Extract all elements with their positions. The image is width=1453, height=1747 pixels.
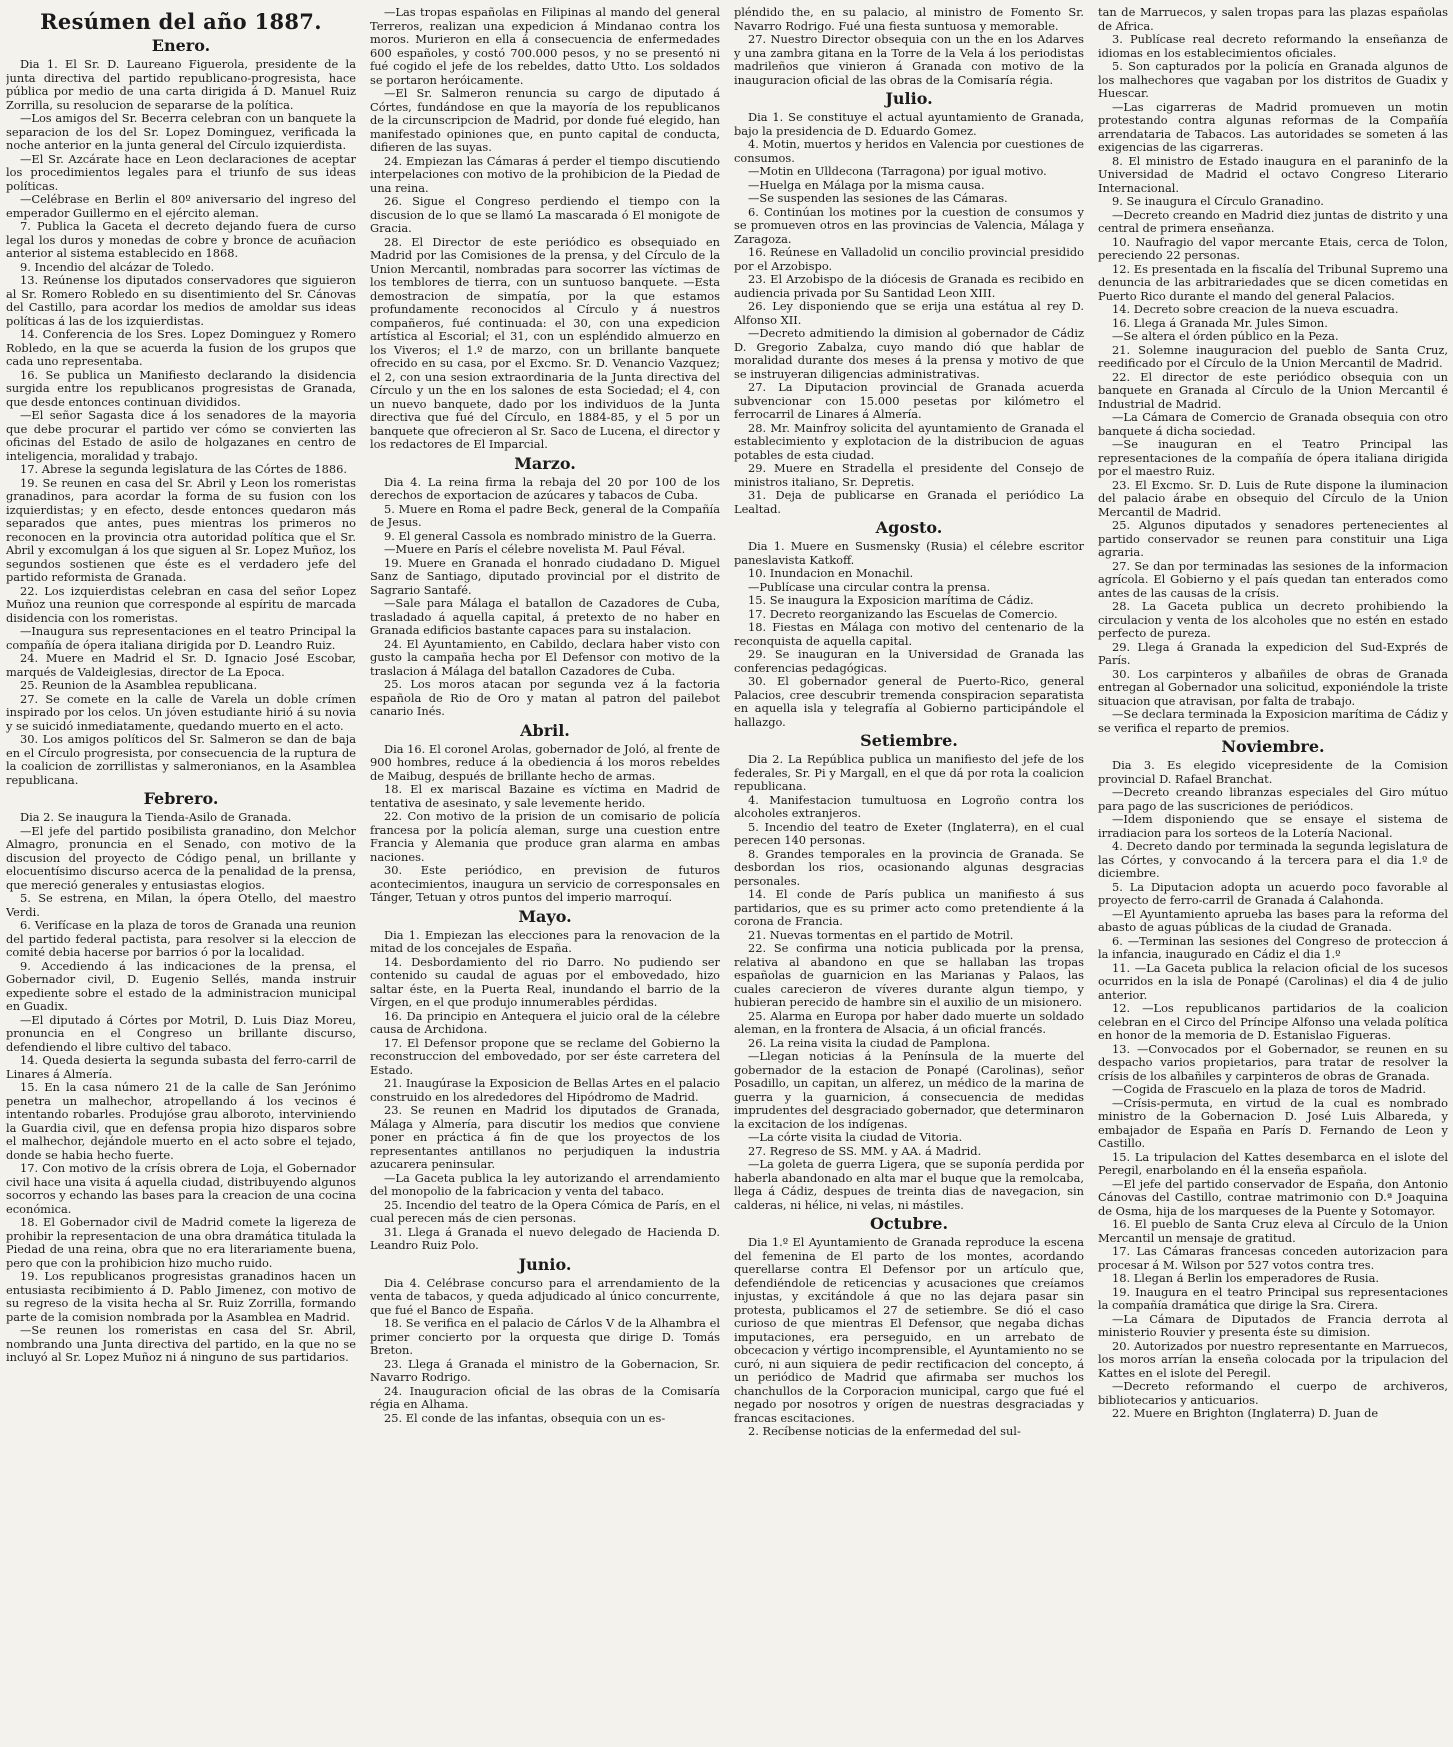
column-1 bbox=[6, 6, 356, 1747]
chronicle-entry: 5. Son capturados por la policía en Granada algunos de los malhechores que vagaban por los distritos de Guadix y Huescar. bbox=[1098, 59, 1448, 100]
chronicle-entry: 27. Se comete en la calle de Varela un doble crímen inspirado por los celos. Un jóven estudiante hirió á su novia y se suicidó inmediatamente, quedando muerto en el acto. bbox=[6, 691, 356, 733]
chronicle-entry: 30. Los carpinteros y albañiles de obras de Granada entregan al Gobernador una solicitud, exponiéndole la triste situacion que atravisan, por falta de trabajo. bbox=[1098, 666, 1448, 708]
chronicle-entry: 27. Se dan por terminadas las sesiones de la informacion agrícola. El Gobierno y el país quedan tan enterados como antes de las causas de la crísis. bbox=[1098, 558, 1448, 600]
column-2 bbox=[370, 6, 720, 1747]
chronicle-entry: —Cogida de Frascuelo en la plaza de toros de Madrid. bbox=[1112, 1082, 1426, 1096]
chronicle-entry: 24. Inauguracion oficial de las obras de la Comisaría régia en Alhama. bbox=[370, 1383, 720, 1411]
chronicle-entry: 14. Desbordamiento del rio Darro. No pudiendo ser contenido su caudal de aguas por el embovedado, hizo saltar éste, en la Puerta Real, inundando el barrio de la Vírgen, en el que produjo innumerables pérdidas. bbox=[370, 954, 720, 1009]
chronicle-entry: 16. El pueblo de Santa Cruz eleva al Círculo de la Union Mercantil un mensaje de gratitud. bbox=[1098, 1217, 1448, 1245]
month-heading: Agosto. bbox=[875, 518, 943, 537]
chronicle-entry: —La Gaceta publica la ley autorizando el arrendamiento del monopolio de la fabricacion y venta del tabaco. bbox=[370, 1170, 720, 1198]
chronicle-entry: 15. La tripulacion del Kattes desembarca en el islote del Peregil, enarbolando en él la enseña española. bbox=[1098, 1149, 1448, 1177]
chronicle-entry: 17. Con motivo de la crísis obrera de Loja, el Gobernador civil hace una visita á aquella ciudad, distribuyendo algunos socorros y echando las bases para la creacion de una cocina económica. bbox=[6, 1161, 356, 1216]
chronicle-entry: 9. Accediendo á las indicaciones de la prensa, el Gobernador civil, D. Eugenio Sellés, manda instruir expediente sobre el estado de la administracion municipal en Guadix. bbox=[6, 958, 356, 1013]
chronicle-entry: Dia 4. Celébrase concurso para el arrendamiento de la venta de tabacos, y queda adjudicado al único concurrente, que fué el Banco de España. bbox=[370, 1275, 720, 1317]
chronicle-entry: —Idem disponiendo que se ensaye el sistema de irradiacion para los sorteos de la Lotería Nacional. bbox=[1098, 812, 1448, 840]
chronicle-entry: —La córte visita la ciudad de Vitoria. bbox=[748, 1130, 963, 1144]
chronicle-entry: 9. Incendio del alcázar de Toledo. bbox=[20, 259, 215, 274]
chronicle-entry: Dia 3. Es elegido vicepresidente de la Comision provincial D. Rafael Branchat. bbox=[1098, 758, 1448, 786]
chronicle-entry: —Se reunen los romeristas en casa del Sr. Abril, nombrando una Junta directiva del partido, en la que no se incluyó al Sr. Lopez Muñoz ni á ninguno de sus partidarios. bbox=[6, 1323, 356, 1364]
chronicle-entry: 31. Deja de publicarse en Granada el periódico La Lealtad. bbox=[734, 488, 1084, 516]
chronicle-entry: 25. Reunion de la Asamblea republicana. bbox=[20, 678, 257, 692]
chronicle-entry: 25. Incendio del teatro de la Opera Cómica de París, en el cual perecen más de cien personas. bbox=[370, 1197, 720, 1225]
chronicle-entry: 16. Se publica un Manifiesto declarando la disidencia surgida entre los republicanos progresistas de Granada, que desde entonces continuan divididos. bbox=[6, 367, 356, 409]
chronicle-entry: 17. Decreto reorganizando las Escuelas de Comercio. bbox=[748, 606, 1058, 621]
month-heading: Noviembre. bbox=[1221, 737, 1325, 756]
chronicle-entry: 5. La Diputacion adopta un acuerdo poco favorable al proyecto de ferro-carril de Granada á Calahonda. bbox=[1098, 879, 1448, 907]
chronicle-entry: —Se inauguran en el Teatro Principal las representaciones de la compañía de ópera italiana dirigida por el maestro Ruiz. bbox=[1098, 437, 1448, 478]
chronicle-entry: 22. El director de este periódico obsequia con un banquete en Granada al Círculo de la Union Mercantil é Industrial de Madrid. bbox=[1098, 369, 1448, 411]
chronicle-entry: —Crísis-permuta, en virtud de la cual es nombrado ministro de la Gobernacion D. José Luis Albareda, y embajador de España en París D. Fernando de Leon y Castillo. bbox=[1098, 1095, 1448, 1150]
chronicle-entry: 18. El ex mariscal Bazaine es víctima en Madrid de tentativa de asesinato, y sale levemente herido. bbox=[370, 782, 720, 810]
chronicle-entry: 29. Se inauguran en la Universidad de Granada las conferencias pedagógicas. bbox=[734, 647, 1084, 675]
chronicle-entry: pléndido the, en su palacio, al ministro de Fomento Sr. Navarro Rodrigo. Fué una fiesta suntuosa y memorable. bbox=[734, 6, 1084, 33]
chronicle-entry: —Sale para Málaga el batallon de Cazadores de Cuba, trasladado á aquella capital, á pretexto de no haber en Granada edificios bastante capaces para su instalacion. bbox=[370, 596, 720, 637]
month-heading: Julio. bbox=[885, 89, 933, 108]
chronicle-entry: —Decreto reformando el cuerpo de archiveros, bibliotecarios y anticuarios. bbox=[1098, 1379, 1448, 1407]
chronicle-entry: 26. Ley disponiendo que se erija una estátua al rey D. Alfonso XII. bbox=[734, 299, 1084, 327]
chronicle-entry: 11. —La Gaceta publica la relacion oficial de los sucesos ocurridos en la isla de Ponapé (Carolinas) el dia 4 de julio anterior. bbox=[1098, 960, 1448, 1002]
chronicle-entry: Dia 1. Empiezan las elecciones para la renovacion de la mitad de los concejales de España. bbox=[370, 927, 720, 955]
chronicle-entry: 12. —Los republicanos partidarios de la coalicion celebran en el Circo del Príncipe Alfonso una velada política en honor de la memoria de D. Estanislao Figueras. bbox=[1098, 1001, 1448, 1042]
chronicle-entry: 31. Llega á Granada el nuevo delegado de Hacienda D. Leandro Ruiz Polo. bbox=[370, 1224, 720, 1252]
chronicle-entry: 26. Sigue el Congreso perdiendo el tiempo con la discusion de lo que se llamó La mascarada ó El monigote de Gracia. bbox=[370, 194, 720, 235]
chronicle-entry: Dia 4. La reina firma la rebaja del 20 por 100 de los derechos de exportacion de azúcares y tabacos de Cuba. bbox=[370, 474, 720, 502]
chronicle-entry: 22. Con motivo de la prision de un comisario de policía francesa por la policía aleman, surge una cuestion entre Francia y Alemania que produce gran alarma en ambas naciones. bbox=[370, 809, 720, 864]
chronicle-entry: 18. Llegan á Berlin los emperadores de Rusia. bbox=[1112, 1271, 1379, 1285]
chronicle-entry: —Se altera el órden público en la Peza. bbox=[1112, 329, 1339, 343]
chronicle-entry: 10. Naufragio del vapor mercante Etais, cerca de Tolon, pereciendo 22 personas. bbox=[1098, 234, 1448, 262]
chronicle-entry: 6. Verifícase en la plaza de toros de Granada una reunion del partido federal pactista, para resolver si la eleccion de comité debia hacerse por barrios ó por la localidad. bbox=[6, 918, 356, 959]
chronicle-entry: 30. Los amigos políticos del Sr. Salmeron se dan de baja en el Círculo progresista, por consecuencia de la ruptura de la coalicion de zorrillistas y salmeronianos, en la Asamblea republicana. bbox=[6, 732, 356, 787]
chronicle-entry: 13. Reúnense los diputados conservadores que siguieron al Sr. Romero Robledo en su disentimiento del Sr. Cánovas del Castillo, para acordar los medios de amoldar sus ideas políticas á las de los izquierdistas. bbox=[6, 273, 356, 328]
chronicle-entry: 29. Llega á Granada la expedicion del Sud-Exprés de París. bbox=[1098, 639, 1448, 667]
chronicle-entry: 23. Llega á Granada el ministro de la Gobernacion, Sr. Navarro Rodrigo. bbox=[370, 1356, 720, 1384]
chronicle-entry: 13. —Convocados por el Gobernador, se reunen en su despacho varios propietarios, para tratar de resolver la crísis de los albañiles y carpinteros de obras de Granada. bbox=[1098, 1041, 1448, 1083]
chronicle-entry: 17. El Defensor propone que se reclame del Gobierno la reconstruccion del embovedado, por ser éste carretera del Estado. bbox=[370, 1035, 720, 1077]
chronicle-entry: tan de Marruecos, y salen tropas para las plazas españolas de Africa. bbox=[1098, 6, 1448, 33]
chronicle-entry: 29. Muere en Stradella el presidente del Consejo de ministros italiano, Sr. Depretis. bbox=[734, 461, 1084, 489]
chronicle-entry: 3. Publícase real decreto reformando la enseñanza de idiomas en los establecimientos oficiales. bbox=[1098, 32, 1448, 60]
chronicle-entry: —Motin en Ulldecona (Tarragona) por igual motivo. bbox=[748, 164, 1047, 178]
chronicle-entry: 25. Alarma en Europa por haber dado muerte un soldado aleman, en la frontera de Alsacia, á un oficial francés. bbox=[734, 1008, 1084, 1036]
chronicle-entry: 19. Inaugura en el teatro Principal sus representaciones la compañía dramática que dirige la Sra. Cirera. bbox=[1098, 1284, 1448, 1312]
chronicle-entry: —Se suspenden las sesiones de las Cámaras. bbox=[748, 191, 1008, 205]
chronicle-entry: 23. El Excmo. Sr. D. Luis de Rute dispone la iluminacion del palacio árabe en obsequio del Círculo de la Union Mercantil de Madrid. bbox=[1098, 477, 1448, 519]
chronicle-entry: 18. Fiestas en Málaga con motivo del centenario de la reconquista de aquella capital. bbox=[734, 620, 1084, 648]
chronicle-entry: 18. Se verifica en el palacio de Cárlos V de la Alhambra el primer concierto por la orquesta que dirige D. Tomás Breton. bbox=[370, 1316, 720, 1357]
chronicle-entry: 8. Grandes temporales en la provincia de Granada. Se desbordan los rios, ocasionando algunas desgracias personales. bbox=[734, 846, 1084, 888]
chronicle-entry: Dia 16. El coronel Arolas, gobernador de Joló, al frente de 900 hombres, reduce á la obediencia á los moros rebeldes de Maibug, después de brillante hecho de armas. bbox=[370, 741, 720, 783]
chronicle-entry: —El Sr. Salmeron renuncia su cargo de diputado á Córtes, fundándose en que la mayoría de los republicanos de la circunscripcion de Madrid, por donde fué elegido, han manifestado opiniones que, en punto capital de conducta, difieren de las suyas. bbox=[370, 86, 720, 154]
chronicle-entry: 14. Decreto sobre creacion de la nueva escuadra. bbox=[1112, 302, 1399, 316]
chronicle-entry: 9. Se inaugura el Círculo Granadino. bbox=[1112, 194, 1324, 208]
chronicle-entry: 28. Mr. Mainfroy solicita del ayuntamiento de Granada el establecimiento y explotacion de la distribucion de aguas potables de esta ciudad. bbox=[734, 420, 1084, 462]
chronicle-entry: Dia 2. Se inaugura la Tienda-Asilo de Granada. bbox=[20, 810, 292, 824]
month-heading: Marzo. bbox=[514, 453, 576, 473]
column-4 bbox=[1098, 6, 1448, 1747]
chronicle-entry: 23. Se reunen en Madrid los diputados de Granada, Málaga y Almería, para discutir los medios que conviene poner en práctica á fin de que los proyectos de los representantes antillanos no perjudiquen la industria azucarera peninsular. bbox=[370, 1103, 720, 1171]
chronicle-entry: —El Sr. Azcárate hace en Leon declaraciones de aceptar los procedimientos legales para el triunfo de sus ideas políticas. bbox=[6, 151, 356, 193]
chronicle-entry: 17. Abrese la segunda legislatura de las Córtes de 1886. bbox=[20, 462, 347, 476]
chronicle-entry: 12. Es presentada en la fiscalía del Tribunal Supremo una denuncia de las arbitrariedades que se dicen cometidas en Puerto Rico durante el mando del general Palacios. bbox=[1098, 261, 1448, 303]
chronicle-entry: —Publícase una circular contra la prensa. bbox=[748, 579, 991, 594]
chronicle-entry: 24. Muere en Madrid el Sr. D. Ignacio José Escobar, marqués de Valdeiglesias, director de La Epoca. bbox=[6, 651, 356, 679]
chronicle-entry: Dia 2. La República publica un manifiesto del jefe de los federales, Sr. Pi y Margall, en el que dá por rota la coalicion republicana. bbox=[734, 752, 1084, 793]
chronicle-entry: 21. Nuevas tormentas en el partido de Motril. bbox=[748, 927, 1014, 942]
chronicle-entry: 10. Inundacion en Monachil. bbox=[748, 566, 914, 580]
chronicle-entry: —Los amigos del Sr. Becerra celebran con un banquete la separacion de los del Sr. Lopez Dominguez, verificada la noche anterior en la junta general del Círculo izquierdista. bbox=[6, 111, 356, 152]
month-heading: Enero. bbox=[151, 36, 211, 55]
chronicle-entry: 15. Se inaugura la Exposicion marítima de Cádiz. bbox=[748, 593, 1034, 607]
chronicle-entry: 30. El gobernador general de Puerto-Rico, general Palacios, cree descubrir tremenda conspiracion separatista en aquella isla y telegrafía al Gobierno participándole el hallazgo. bbox=[734, 674, 1084, 729]
chronicle-entry: Dia 1. Se constituye el actual ayuntamiento de Granada, bajo la presidencia de D. Eduardo Gomez. bbox=[734, 110, 1084, 138]
chronicle-entry: —Muere en París el célebre novelista M. Paul Féval. bbox=[384, 542, 686, 556]
chronicle-entry: —Las cigarreras de Madrid promueven un motin protestando contra algunas reformas de la Compañía arrendataria de Tabacos. Las autoridades se someten á las exigencias de las cigarreras. bbox=[1098, 99, 1448, 154]
chronicle-entry: Dia 1.º El Ayuntamiento de Granada reproduce la escena del femenina de El parto de los montes, acordando querellarse contra El Defensor por un artículo que, defendiéndole de reticencias y acusaciones que creíamos injustas, y excitándole á que no las dejara pasar sin protesta, publicamos el 27 de setiembre. Se dió el caso curioso de que mientras El Defensor, que negaba dichas imputaciones, era perseguido, en un arrebato de obcecacion y vértigo incomprensible, el Ayuntamiento no se curó, ni aun siquiera de pedir rectificacion del concepto, á un periódico de Madrid que afirmaba ser muchos los chanchullos de la Corporacion municipal, cargo que fué el negado por nosotros y orígen de nuestras desgraciadas y francas escitaciones. bbox=[734, 1235, 1084, 1425]
chronicle-entry: 27. Regreso de SS. MM. y AA. á Madrid. bbox=[748, 1143, 982, 1158]
chronicle-entry: —Celébrase en Berlin el 80º aniversario del ingreso del emperador Guillermo en el ejército aleman. bbox=[6, 192, 356, 220]
month-heading: Setiembre. bbox=[860, 731, 958, 750]
chronicle-entry: 8. El ministro de Estado inaugura en el paraninfo de la Universidad de Madrid el octavo Congreso Literario Internacional. bbox=[1098, 153, 1448, 195]
chronicle-entry: 22. Muere en Brighton (Inglaterra) D. Juan de bbox=[1112, 1406, 1379, 1420]
chronicle-entry: —Se declara terminada la Exposicion marítima de Cádiz y se verifica el reparto de premios. bbox=[1098, 707, 1448, 735]
chronicle-entry: 27. La Diputacion provincial de Granada acuerda subvencionar con 15.000 pesetas por kilómetro el ferrocarril de Linares á Almería. bbox=[734, 380, 1084, 421]
chronicle-entry: 25. Los moros atacan por segunda vez á la factoria española de Rio de Oro y matan al patron del pailebot canario Inés. bbox=[370, 677, 720, 718]
chronicle-entry: Dia 1. El Sr. D. Laureano Figuerola, presidente de la junta directiva del partido republicano-progresista, hace pública por medio de una carta dirigida á D. Manuel Ruiz Zorrilla, su resolucion de separarse de la política. bbox=[6, 57, 356, 112]
chronicle-entry: 30. Este periódico, en prevision de futuros acontecimientos, inaugura un servicio de corresponsales en Tánger, Tetuan y otros puntos del imperio marroquí. bbox=[370, 863, 720, 904]
chronicle-entry: 19. Los republicanos progresistas granadinos hacen un entusiasta recibimiento á D. Pablo Jimenez, con motivo de su regreso de la visita hecha al Sr. Ruiz Zorrilla, formando parte de la comision nombrada por la Asamblea en Madrid. bbox=[6, 1269, 356, 1324]
chronicle-entry: 19. Muere en Granada el honrado ciudadano D. Miguel Sanz de Santiago, diputado provincial por el distrito de Sagrario Santafé. bbox=[370, 555, 720, 597]
chronicle-entry: 25. El conde de las infantas, obsequia con un es- bbox=[384, 1410, 666, 1425]
chronicle-entry: —Inaugura sus representaciones en el teatro Principal la compañía de ópera italiana dirigida por D. Leandro Ruiz. bbox=[6, 624, 356, 652]
chronicle-entry: 14. Conferencia de los Sres. Lopez Dominguez y Romero Robledo, en la que se acuerda la fusion de los grupos que cada uno representaba. bbox=[6, 327, 356, 368]
chronicle-entry: —El diputado á Córtes por Motril, D. Luis Diaz Moreu, pronuncia en el Congreso un brillante discurso, defendiendo el libre cultivo del tabaco. bbox=[6, 1012, 356, 1054]
chronicle-entry: 28. El Director de este periódico es obsequiado en Madrid por las Comisiones de la prensa, y del Círculo de la Union Mercantil, nombradas para socorrer las víctimas de los temblores de tierra, con un suntuoso banquete. —Esta demostracion de simpatía, por la que estamos profundamente reconocidos al Círculo y á nuestros compañeros, fué continuada: el 30, con una expedicion artística al Escorial; el 31, con un espléndido almuerzo en los Viveros; el 1.º de marzo, con un brillante banquete ofrecido en su casa, por el Excmo. Sr. D. Venancio Vazquez; el 2, con una sesion extraordinaria de la Junta directiva del Círculo y un the en los salones de esta Sociedad; el 4, con un nuevo banquete, dado por los individuos de la Junta directiva que fué del Círculo, en 1884-85, y el 5 por un banquete que ofrecieron al Sr. Saco de Lucena, el director y los redactores de El Imparcial. bbox=[370, 234, 720, 451]
chronicle-entry: 24. El Ayuntamiento, en Cabildo, declara haber visto con gusto la campaña hecha por El Defensor con motivo de la traslacion á Málaga del batallon Cazadores de Cuba. bbox=[370, 636, 720, 678]
chronicle-entry: —El jefe del partido posibilista granadino, don Melchor Almagro, pronuncia en el Senado, con motivo de la discusion del proyecto de Código penal, un brillante y elocuentísimo discurso acerca de la penalidad de la prensa, que mereció generales y entusiastas elogios. bbox=[6, 823, 356, 892]
chronicle-entry: —Decreto admitiendo la dimision al gobernador de Cádiz D. Gregorio Zabalza, cuyo mando dió que hablar de moralidad durante dos meses á la prensa y motivo de que se instruyeran diligencias administrativas. bbox=[734, 326, 1084, 381]
chronicle-entry: 28. La Gaceta publica un decreto prohibiendo la circulacion y venta de los alcoholes que no estén en estado perfecto de pureza. bbox=[1098, 599, 1448, 640]
chronicle-entry: 5. Muere en Roma el padre Beck, general de la Compañía de Jesus. bbox=[370, 501, 720, 529]
chronicle-entry: —Las tropas españolas en Filipinas al mando del general Terreros, realizan una expedicion á Mindanao contra los moros. Murieron en ella á consecuencia de enfermedades 600 españoles, y costó 700.000 pesos, y no se presentó ni fué cogido el jefe de los rebeldes, datto Utto. Los soldados se portaron heróicamente. bbox=[370, 6, 720, 87]
chronicle-entry: 23. El Arzobispo de la diócesis de Granada es recibido en audiencia privada por Su Santidad Leon XIII. bbox=[734, 272, 1084, 300]
chronicle-entry: —Decreto creando en Madrid diez juntas de distrito y una central de primera enseñanza. bbox=[1098, 207, 1448, 235]
chronicle-entry: 16. Da principio en Antequera el juicio oral de la célebre causa de Archidona. bbox=[370, 1008, 720, 1036]
chronicle-entry: —Llegan noticias á la Península de la muerte del gobernador de la estacion de Ponapé (Carolinas), señor Posadillo, un capitan, un alferez, un médico de la marina de guerra y la guarnicion, á consecuencia de medidas imprudentes del desgraciado gobernador, que determinaron la excitacion de los indígenas. bbox=[734, 1049, 1084, 1131]
page-title: Resúmen del año 1887. bbox=[40, 9, 322, 34]
chronicle-entry: 2. Recíbense noticias de la enfermedad del sul- bbox=[748, 1424, 1021, 1438]
chronicle-entry: 7. Publica la Gaceta el decreto dejando fuera de curso legal los duros y monedas de cobre y bronce de acuñacion anterior al sistema establecido en 1868. bbox=[6, 219, 356, 260]
chronicle-entry: 22. Los izquierdistas celebran en casa del señor Lopez Muñoz una reunion que corresponde al espíritu de marcada disidencia con los romeristas. bbox=[6, 583, 356, 625]
month-heading: Mayo. bbox=[518, 906, 572, 926]
chronicle-entry: 16. Llega á Granada Mr. Jules Simon. bbox=[1112, 315, 1328, 330]
chronicle-entry: 18. El Gobernador civil de Madrid comete la ligereza de prohibir la representacion de una obra dramática titulada la Piedad de una reina, obra que no era literariamente buena, pero que con la prohibicion hizo mucho ruido. bbox=[6, 1215, 356, 1270]
chronicle-entry: —La goleta de guerra Ligera, que se suponía perdida por haberla abandonado en alta mar el buque que la remolcaba, llega á Cádiz, despues de treinta dias de navegacion, sin calderas, ni hélice, ni velas, ni mástiles. bbox=[734, 1157, 1084, 1212]
chronicle-entry: 21. Inaugúrase la Exposicion de Bellas Artes en el palacio construido en los alrededores del Hipódromo de Madrid. bbox=[370, 1076, 720, 1104]
chronicle-entry: 20. Autorizados por nuestro representante en Marruecos, los moros arrían la enseña colocada por la tripulacion del Kattes en el islote del Peregil. bbox=[1098, 1338, 1448, 1380]
chronicle-entry: —La Cámara de Comercio de Granada obsequia con otro banquete á dicha sociedad. bbox=[1098, 410, 1448, 438]
chronicle-entry: —El señor Sagasta dice á los senadores de la mayoria que debe procurar el partido ver cómo se convierten las oficinas del Estado de asilo de holgazanes en centro de inteligencia, moralidad y trabajo. bbox=[6, 408, 356, 463]
chronicle-entry: —Decreto creando libranzas especiales del Giro mútuo para pago de las suscriciones de periódicos. bbox=[1098, 785, 1448, 813]
month-heading: Abril. bbox=[520, 720, 570, 740]
chronicle-entry: 16. Reúnese en Valladolid un concilio provincial presidido por el Arzobispo. bbox=[734, 245, 1084, 273]
chronicle-entry: 21. Solemne inauguracion del pueblo de Santa Cruz, reedificado por el Círculo de la Union Mercantil de Madrid. bbox=[1098, 342, 1448, 370]
chronicle-entry: —El jefe del partido conservador de España, don Antonio Cánovas del Castillo, contrae matrimonio con D.ª Joaquina de Osma, hija de los marqueses de la Puente y Sotomayor. bbox=[1098, 1176, 1448, 1218]
chronicle-entry: 14. Queda desierta la segunda subasta del ferro-carril de Linares á Almería. bbox=[6, 1053, 356, 1081]
chronicle-entry: 24. Empiezan las Cámaras á perder el tiempo discutiendo interpelaciones con motivo de la prohibicion de la Piedad de una reina. bbox=[370, 153, 720, 195]
chronicle-entry: 14. El conde de París publica un manifiesto á sus partidarios, que es su primer acto como pretendiente á la corona de Francia. bbox=[734, 887, 1084, 928]
chronicle-entry: 4. Manifestacion tumultuosa en Logroño contra los alcoholes extranjeros. bbox=[734, 792, 1084, 820]
chronicle-entry: 19. Se reunen en casa del Sr. Abril y Leon los romeristas granadinos, para acordar la forma de su fusion con los izquierdistas; y en efecto, desde entonces quedaron más separados que antes, pues mientras los primeros no reconocen en la provincia otra autoridad política que el Sr. Abril y excomulgan á los que siguen al Sr. Lopez Muñoz, los segundos sostienen que éste es el verdadero jefe del partido reformista de Granada. bbox=[6, 475, 356, 584]
chronicle-entry: —Huelga en Málaga por la misma causa. bbox=[748, 177, 985, 192]
chronicle-entry: 22. Se confirma una noticia publicada por la prensa, relativa al abandono en que se hallaban las tropas españolas de guarnicion en las Marianas y Palaos, las cuales carecieron de víveres durante algun tiempo, y hubieran perecido de hambre sin el auxilio de un misionero. bbox=[734, 941, 1084, 1009]
chronicle-entry: —La Cámara de Diputados de Francia derrota al ministerio Rouvier y presenta éste su dimision. bbox=[1098, 1311, 1448, 1339]
chronicle-entry: 25. Algunos diputados y senadores pertenecientes al partido conservador se reunen para constituir una Liga agraria. bbox=[1098, 518, 1448, 559]
chronicle-entry: 4. Motin, muertos y heridos en Valencia por cuestiones de consumos. bbox=[734, 137, 1084, 165]
chronicle-entry: 6. Continúan los motines por la cuestion de consumos y se promueven otros en las provincias de Valencia, Málaga y Zaragoza. bbox=[734, 204, 1084, 246]
chronicle-entry: 15. En la casa número 21 de la calle de San Jerónimo penetra un malhechor, atropellando á los vecinos é intentando robarles. Produjóse grau alboroto, interviniendo la Guardia civil, que en defensa propia hizo disparos sobre el malhechor, dejándole muerto en el acto sobre el tejado, donde se habia hecho fuerte. bbox=[6, 1080, 356, 1162]
chronicle-entry: 9. El general Cassola es nombrado ministro de la Guerra. bbox=[384, 528, 717, 543]
month-heading: Junio. bbox=[518, 1254, 572, 1274]
chronicle-entry: Dia 1. Muere en Susmensky (Rusia) el célebre escritor paneslavista Katkoff. bbox=[734, 539, 1084, 567]
chronicle-entry: —El Ayuntamiento aprueba las bases para la reforma del abasto de aguas públicas de la ciudad de Granada. bbox=[1098, 906, 1448, 934]
chronicle-entry: 26. La reina visita la ciudad de Pamplona. bbox=[748, 1035, 991, 1050]
chronicle-entry: 5. Incendio del teatro de Exeter (Inglaterra), en el cual perecen 140 personas. bbox=[734, 819, 1084, 847]
chronicle-entry: 6. —Terminan las sesiones del Congreso de proteccion á la infancia, inaugurado en Cádiz el dia 1.º bbox=[1098, 933, 1448, 961]
month-heading: Febrero. bbox=[143, 789, 219, 808]
chronicle-entry: 4. Decreto dando por terminada la segunda legislatura de las Córtes, y convocando á la tercera para el dia 1.º de diciembre. bbox=[1098, 839, 1448, 880]
column-3 bbox=[734, 6, 1084, 1747]
chronicle-entry: 17. Las Cámaras francesas conceden autorizacion para procesar á M. Wilson por 527 votos contra tres. bbox=[1098, 1244, 1448, 1272]
chronicle-entry: 5. Se estrena, en Milan, la ópera Otello, del maestro Verdi. bbox=[6, 891, 356, 919]
month-heading: Octubre. bbox=[869, 1214, 949, 1233]
chronicle-entry: 27. Nuestro Director obsequia con un the en los Adarves y una zambra gitana en la Torre de la Vela á los periodistas madrileños que vinieron á Granada con motivo de la inauguracion oficial de las obras de la Comisaría régia. bbox=[734, 32, 1084, 87]
